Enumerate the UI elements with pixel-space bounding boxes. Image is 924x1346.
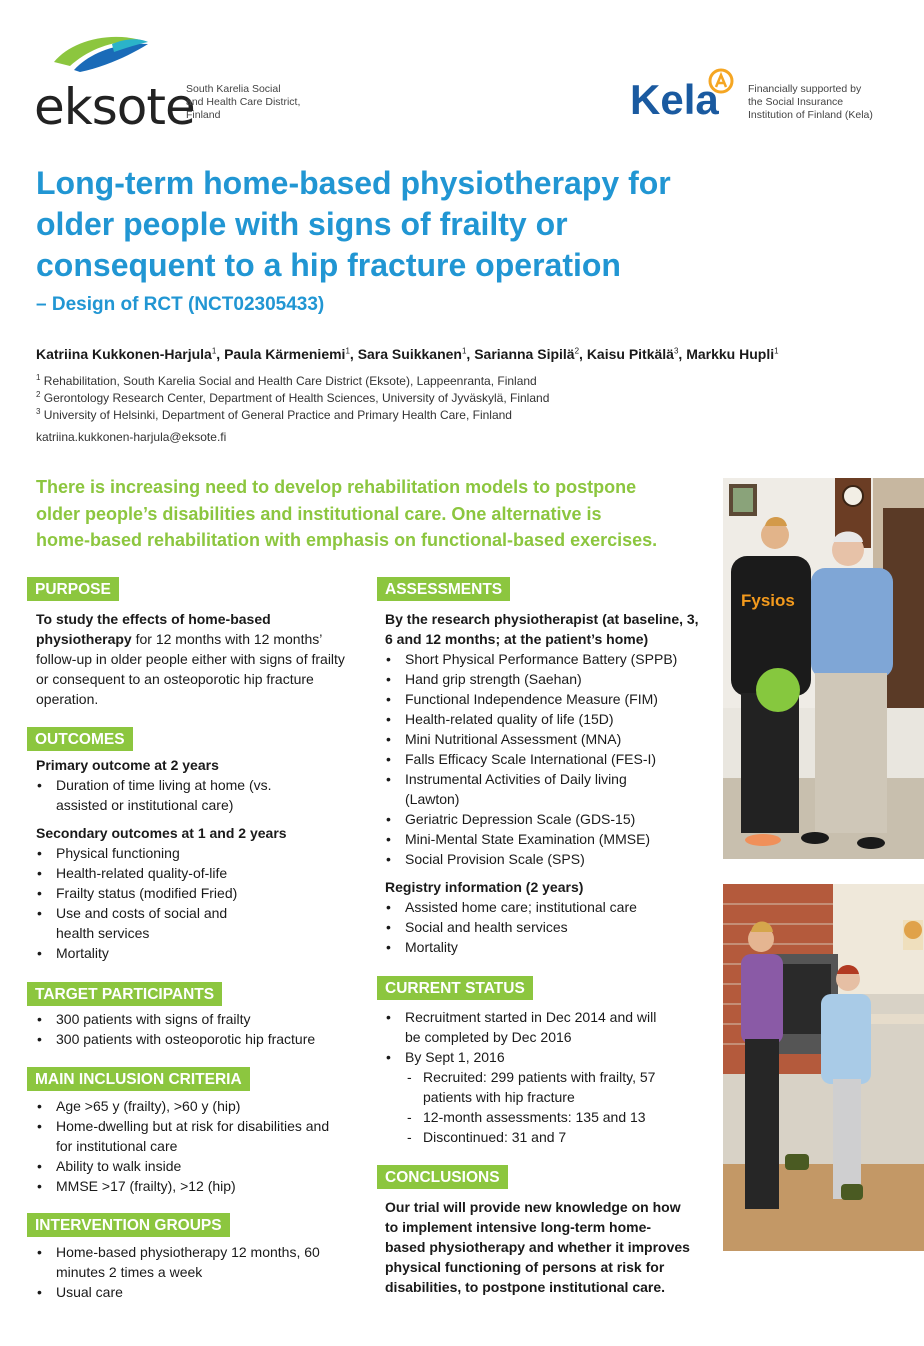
author: Paula Kärmeniemi — [224, 346, 346, 362]
list-item: • MMSE >17 (frailty), >12 (hip) — [36, 1176, 356, 1196]
list-item: - 12-month assessments: 135 and 13 — [385, 1107, 705, 1127]
target-list — [36, 1009, 356, 1049]
list-item: • Usual care — [36, 1282, 356, 1302]
author: Sarianna Sipilä — [474, 346, 575, 362]
status-section — [385, 1007, 705, 1147]
list-item: • Health-related quality-of-life — [36, 863, 356, 883]
secondary-outcome-list — [36, 843, 356, 963]
author: Sara Suikkanen — [357, 346, 462, 362]
conclusions-text: Our trial will provide new knowledge on how to implement intensive long-term home-based physiotherapy and whether it improves physical functioning of persons at risk for disabilities, to postpone institutional care. — [385, 1199, 690, 1295]
registry-label: Registry information (2 years) — [385, 879, 584, 895]
list-item: • Short Physical Performance Battery (SPPB) — [385, 649, 715, 669]
primary-outcome-label: Primary outcome at 2 years — [36, 757, 219, 773]
list-item: • Mortality — [36, 943, 356, 963]
list-item: • 300 patients with osteoporotic hip fracture — [36, 1029, 356, 1049]
kela-emblem-icon — [708, 68, 734, 94]
physiotherapy-leg-exercise-photo — [723, 884, 924, 1251]
outcomes-heading: OUTCOMES — [27, 727, 133, 751]
list-item: • By Sept 1, 2016 — [385, 1047, 705, 1067]
conclusions-heading: CONCLUSIONS — [377, 1165, 508, 1189]
list-item: • Home-dwelling but at risk for disabilities and for institutional care — [36, 1116, 346, 1156]
assessments-heading: ASSESSMENTS — [377, 577, 510, 601]
outcomes-section — [36, 755, 356, 963]
poster-title: Long-term home-based physiotherapy for older people with signs of frailty or consequent to a hip fracture operation — [36, 165, 671, 283]
eksote-caption: South Karelia Social and Health Care District, Finland — [186, 83, 301, 121]
list-item: • Frailty status (modified Fried) — [36, 883, 356, 903]
physiotherapy-ball-exercise-photo — [723, 478, 924, 859]
list-item: • Hand grip strength (Saehan) — [385, 669, 715, 689]
purpose-text: To study the effects of home-based physiotherapy for 12 months with 12 months’ follow-up in older people either with signs of frailty or consequent to an osteoporotic hip fracture operation. — [36, 611, 345, 707]
list-item: • Social Provision Scale (SPS) — [385, 849, 715, 869]
list-item: • Mini Nutritional Assessment (MNA) — [385, 729, 715, 749]
list-item: • Geriatric Depression Scale (GDS-15) — [385, 809, 715, 829]
registry-list — [385, 897, 715, 957]
intervention-heading: INTERVENTION GROUPS — [27, 1213, 230, 1237]
author: Katriina Kukkonen-Harjula — [36, 346, 212, 362]
intro-statement: There is increasing need to develop rehabilitation models to postpone older people’s disabilities and institutional care. One alternative is home-based rehabilitation with emphasis on functional-based exercises. — [36, 477, 658, 550]
primary-outcome-list — [36, 775, 356, 815]
purpose-heading: PURPOSE — [27, 577, 119, 601]
list-item: • Mini-Mental State Examination (MMSE) — [385, 829, 715, 849]
list-item: • Use and costs of social and health services — [36, 903, 246, 943]
affiliation: $^1$ Rehabilitation, South Karelia Social and Health Care District (Eksote), Lappeenranta, Finland — [36, 373, 537, 388]
eksote-logo-text: eksote — [34, 78, 195, 136]
list-item: • Mortality — [385, 937, 715, 957]
eksote-swoosh-icon — [52, 32, 152, 78]
kela-logo-text: Kela — [630, 76, 719, 123]
list-item: - Discontinued: 31 and 7 — [385, 1127, 705, 1147]
poster-subtitle: – Design of RCT (NCT02305433) — [36, 294, 325, 315]
list-item: • Falls Efficacy Scale International (FES-I) — [385, 749, 715, 769]
inclusion-heading: MAIN INCLUSION CRITERIA — [27, 1067, 250, 1091]
status-sub-list — [385, 1067, 705, 1147]
author: Kaisu Pitkälä — [586, 346, 674, 362]
list-item: • Ability to walk inside — [36, 1156, 356, 1176]
author: Markku Hupli — [686, 346, 775, 362]
intervention-list — [36, 1242, 356, 1302]
list-item: • Home-based physiotherapy 12 months, 60 minutes 2 times a week — [36, 1242, 336, 1282]
list-item: • Health-related quality of life (15D) — [385, 709, 715, 729]
list-item: • Social and health services — [385, 917, 715, 937]
assessments-label: By the research physiotherapist (at baseline, 3, 6 and 12 months; at the patient’s home) — [385, 611, 699, 647]
inclusion-list — [36, 1096, 356, 1196]
list-item: • Functional Independence Measure (FIM) — [385, 689, 715, 709]
author-list: Katriina Kukkonen-Harjula$^1$, Paula Kärmeniemi$^1$, Sara Suikkanen$^1$, Sarianna Sipilä$^2$, Kaisu Pitkälä$^3$, Markku Hupli$^1$ — [36, 346, 779, 362]
affiliation: $^3$ University of Helsinki, Department of General Practice and Primary Health Care, Finland — [36, 407, 512, 422]
secondary-outcome-label: Secondary outcomes at 1 and 2 years — [36, 825, 287, 841]
list-item: - Recruited: 299 patients with frailty, 57 patients with hip fracture — [385, 1067, 663, 1107]
assessments-list — [385, 649, 715, 869]
list-item: • Assisted home care; institutional care — [385, 897, 715, 917]
list-item: • Duration of time living at home (vs. assisted or institutional care) — [36, 775, 296, 815]
list-item: • Physical functioning — [36, 843, 356, 863]
target-heading: TARGET PARTICIPANTS — [27, 982, 222, 1006]
list-item: • 300 patients with signs of frailty — [36, 1009, 356, 1029]
status-heading: CURRENT STATUS — [377, 976, 533, 1000]
list-item: • Instrumental Activities of Daily living (Lawton) — [385, 769, 665, 809]
assessments-section — [385, 609, 715, 957]
affiliation: $^2$ Gerontology Research Center, Department of Health Sciences, University of Jyväskylä, Finland — [36, 390, 550, 405]
list-item: • Age >65 y (frailty), >60 y (hip) — [36, 1096, 356, 1116]
shirt-text: Fysios — [741, 591, 795, 610]
list-item: • Recruitment started in Dec 2014 and will be completed by Dec 2016 — [385, 1007, 665, 1047]
kela-caption: Financially supported by the Social Insurance Institution of Finland (Kela) — [748, 83, 873, 121]
contact-email[interactable]: katriina.kukkonen-harjula@eksote.fi — [36, 430, 227, 444]
